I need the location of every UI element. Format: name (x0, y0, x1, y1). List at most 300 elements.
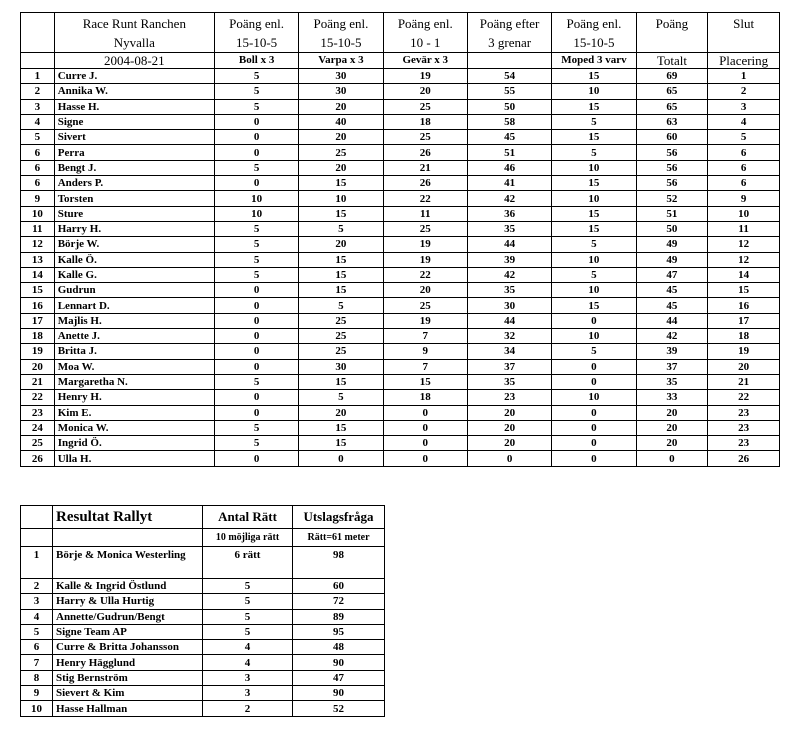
after3-cell: 37 (467, 359, 551, 374)
after3-cell: 39 (467, 252, 551, 267)
table-row (21, 191, 780, 206)
table-row (21, 329, 780, 344)
table-row (21, 176, 780, 191)
boll-cell: 0 (214, 344, 298, 359)
rally-rank-cell: 7 (21, 655, 53, 670)
varpa-cell: 15 (299, 283, 383, 298)
after3-cell: 50 (467, 99, 551, 114)
boll-cell: 5 (214, 160, 298, 175)
total-cell: 69 (636, 69, 708, 84)
rank-header-cell (21, 13, 55, 34)
rally-team-cell: Annette/Gudrun/Bengt (53, 609, 203, 624)
placement-cell: 22 (708, 390, 780, 405)
rank-cell: 13 (21, 252, 55, 267)
boll-cell: 0 (214, 390, 298, 405)
rank-cell: 1 (21, 69, 55, 84)
rank-cell: 16 (21, 298, 55, 313)
name-cell: Henry H. (54, 390, 214, 405)
after3-cell: 58 (467, 114, 551, 129)
varpa-cell: 0 (299, 451, 383, 466)
after3-cell: 35 (467, 221, 551, 236)
placement-cell: 1 (708, 69, 780, 84)
col-sub-moped: Moped 3 varv (552, 53, 636, 69)
col-header-after3-line2: 3 grenar (467, 33, 551, 53)
varpa-cell: 10 (299, 191, 383, 206)
moped-cell: 15 (552, 69, 636, 84)
rank-cell: 18 (21, 329, 55, 344)
placement-cell: 6 (708, 176, 780, 191)
col-sub-boll: Boll x 3 (214, 53, 298, 69)
rally-col-tiebreak: Utslagsfråga (293, 506, 385, 529)
moped-cell: 0 (552, 359, 636, 374)
name-cell: Perra (54, 145, 214, 160)
col-header-moped-line2: 15-10-5 (552, 33, 636, 53)
varpa-cell: 30 (299, 359, 383, 374)
gevar-cell: 25 (383, 221, 467, 236)
after3-cell: 20 (467, 405, 551, 420)
varpa-cell: 15 (299, 420, 383, 435)
rally-subheader-row (21, 529, 385, 547)
rank-cell: 5 (21, 130, 55, 145)
varpa-cell: 15 (299, 206, 383, 221)
moped-cell: 15 (552, 298, 636, 313)
boll-cell: 0 (214, 283, 298, 298)
total-cell: 20 (636, 405, 708, 420)
after3-cell: 42 (467, 267, 551, 282)
gevar-cell: 18 (383, 114, 467, 129)
boll-cell: 5 (214, 252, 298, 267)
table-row (21, 252, 780, 267)
rally-rank-cell: 3 (21, 594, 53, 609)
varpa-cell: 40 (299, 114, 383, 129)
rally-correct-cell: 5 (203, 609, 293, 624)
rally-row (21, 640, 385, 655)
varpa-cell: 20 (299, 405, 383, 420)
boll-cell: 5 (214, 237, 298, 252)
rally-correct-cell: 4 (203, 640, 293, 655)
col-sub-total: Totalt (636, 53, 708, 69)
col-header-after3-line1: Poäng efter (467, 13, 551, 34)
event-location: Nyvalla (54, 33, 214, 53)
placement-cell: 21 (708, 374, 780, 389)
rally-row (21, 655, 385, 670)
table-row (21, 206, 780, 221)
header-row-3 (21, 53, 780, 69)
moped-cell: 0 (552, 313, 636, 328)
header-row-2 (21, 33, 780, 53)
rally-col-correct: Antal Rätt (203, 506, 293, 529)
placement-cell: 4 (708, 114, 780, 129)
name-cell: Gudrun (54, 283, 214, 298)
rally-rank-cell: 4 (21, 609, 53, 624)
total-cell: 35 (636, 374, 708, 389)
placement-cell: 14 (708, 267, 780, 282)
table-row (21, 390, 780, 405)
boll-cell: 0 (214, 130, 298, 145)
gevar-cell: 0 (383, 405, 467, 420)
placement-cell: 16 (708, 298, 780, 313)
total-cell: 33 (636, 390, 708, 405)
moped-cell: 10 (552, 329, 636, 344)
header-row-1 (21, 13, 780, 34)
gevar-cell: 19 (383, 252, 467, 267)
name-cell: Harry H. (54, 221, 214, 236)
col-header-total-line2 (636, 33, 708, 53)
table-row (21, 69, 780, 84)
after3-cell: 32 (467, 329, 551, 344)
after3-cell: 20 (467, 420, 551, 435)
after3-cell: 23 (467, 390, 551, 405)
table-row (21, 313, 780, 328)
col-header-placement-line2 (708, 33, 780, 53)
rank-cell: 21 (21, 374, 55, 389)
rank-cell: 9 (21, 191, 55, 206)
gevar-cell: 20 (383, 283, 467, 298)
rally-correct-cell: 3 (203, 670, 293, 685)
rally-team-cell: Stig Bernström (53, 670, 203, 685)
rank-cell: 12 (21, 237, 55, 252)
gevar-cell: 25 (383, 99, 467, 114)
gevar-cell: 25 (383, 130, 467, 145)
col-header-gevar-line2: 10 - 1 (383, 33, 467, 53)
rank-cell: 23 (21, 405, 55, 420)
rank-cell: 3 (21, 99, 55, 114)
table-row (21, 436, 780, 451)
total-cell: 20 (636, 436, 708, 451)
placement-cell: 20 (708, 359, 780, 374)
name-cell: Kim E. (54, 405, 214, 420)
rally-row (21, 624, 385, 639)
total-cell: 20 (636, 420, 708, 435)
rally-rank-cell: 5 (21, 624, 53, 639)
boll-cell: 0 (214, 298, 298, 313)
rally-correct-cell: 6 rätt (203, 547, 293, 579)
rank-cell: 6 (21, 145, 55, 160)
rally-title: Resultat Rallyt (53, 506, 203, 529)
gevar-cell: 19 (383, 313, 467, 328)
total-cell: 52 (636, 191, 708, 206)
after3-cell: 30 (467, 298, 551, 313)
table-row (21, 374, 780, 389)
boll-cell: 5 (214, 84, 298, 99)
total-cell: 65 (636, 99, 708, 114)
varpa-cell: 15 (299, 267, 383, 282)
rally-team-cell: Harry & Ulla Hurtig (53, 594, 203, 609)
name-cell: Ulla H. (54, 451, 214, 466)
name-cell: Hasse H. (54, 99, 214, 114)
rally-header-row (21, 506, 385, 529)
rally-tiebreak-cell: 52 (293, 701, 385, 716)
col-sub-gevar: Gevär x 3 (383, 53, 467, 69)
moped-cell: 15 (552, 221, 636, 236)
varpa-cell: 25 (299, 313, 383, 328)
after3-cell: 44 (467, 313, 551, 328)
col-sub-placement: Placering (708, 53, 780, 69)
rally-tiebreak-cell: 72 (293, 594, 385, 609)
rally-row (21, 701, 385, 716)
rally-rank-cell: 1 (21, 547, 53, 579)
rally-row (21, 547, 385, 579)
moped-cell: 15 (552, 99, 636, 114)
rank-cell: 6 (21, 176, 55, 191)
rank-cell: 17 (21, 313, 55, 328)
gevar-cell: 0 (383, 420, 467, 435)
after3-cell: 34 (467, 344, 551, 359)
placement-cell: 23 (708, 420, 780, 435)
placement-cell: 15 (708, 283, 780, 298)
rank-cell: 11 (21, 221, 55, 236)
rally-correct-cell: 4 (203, 655, 293, 670)
name-cell: Signe (54, 114, 214, 129)
table-row (21, 84, 780, 99)
varpa-cell: 30 (299, 84, 383, 99)
rally-results-table (20, 505, 385, 717)
rank-cell: 4 (21, 114, 55, 129)
name-cell: Anette J. (54, 329, 214, 344)
rally-sub-correct: 10 möjliga rätt (203, 529, 293, 547)
varpa-cell: 20 (299, 130, 383, 145)
rally-correct-cell: 5 (203, 594, 293, 609)
rally-tiebreak-cell: 90 (293, 686, 385, 701)
rank-cell: 15 (21, 283, 55, 298)
after3-cell: 20 (467, 436, 551, 451)
table-row (21, 145, 780, 160)
boll-cell: 0 (214, 176, 298, 191)
rank-cell: 25 (21, 436, 55, 451)
rally-correct-cell: 5 (203, 624, 293, 639)
gevar-cell: 7 (383, 329, 467, 344)
after3-cell: 36 (467, 206, 551, 221)
moped-cell: 0 (552, 374, 636, 389)
gevar-cell: 19 (383, 69, 467, 84)
col-header-boll-line1: Poäng enl. (214, 13, 298, 34)
name-cell: Kalle Ö. (54, 252, 214, 267)
rally-tiebreak-cell: 60 (293, 579, 385, 594)
total-cell: 63 (636, 114, 708, 129)
rank-cell: 20 (21, 359, 55, 374)
varpa-cell: 5 (299, 298, 383, 313)
moped-cell: 5 (552, 344, 636, 359)
varpa-cell: 25 (299, 344, 383, 359)
placement-cell: 18 (708, 329, 780, 344)
col-header-placement-line1: Slut (708, 13, 780, 34)
boll-cell: 0 (214, 451, 298, 466)
rank-cell: 14 (21, 267, 55, 282)
name-cell: Lennart D. (54, 298, 214, 313)
gevar-cell: 0 (383, 436, 467, 451)
col-header-varpa-line2: 15-10-5 (299, 33, 383, 53)
total-cell: 37 (636, 359, 708, 374)
table-row (21, 420, 780, 435)
rally-tiebreak-cell: 98 (293, 547, 385, 579)
table-row (21, 267, 780, 282)
col-header-gevar-line1: Poäng enl. (383, 13, 467, 34)
table-row (21, 130, 780, 145)
moped-cell: 10 (552, 252, 636, 267)
rally-sub-tiebreak: Rätt=61 meter (293, 529, 385, 547)
boll-cell: 5 (214, 267, 298, 282)
gevar-cell: 15 (383, 374, 467, 389)
varpa-cell: 25 (299, 329, 383, 344)
rally-tiebreak-cell: 48 (293, 640, 385, 655)
rally-tiebreak-cell: 90 (293, 655, 385, 670)
boll-cell: 0 (214, 313, 298, 328)
moped-cell: 15 (552, 176, 636, 191)
moped-cell: 5 (552, 114, 636, 129)
placement-cell: 10 (708, 206, 780, 221)
placement-cell: 23 (708, 405, 780, 420)
table-row (21, 160, 780, 175)
rally-correct-cell: 2 (203, 701, 293, 716)
name-cell: Moa W. (54, 359, 214, 374)
after3-cell: 55 (467, 84, 551, 99)
table-row (21, 298, 780, 313)
event-title: Race Runt Ranchen (54, 13, 214, 34)
total-cell: 0 (636, 451, 708, 466)
rally-tiebreak-cell: 47 (293, 670, 385, 685)
name-cell: Kalle G. (54, 267, 214, 282)
varpa-cell: 15 (299, 374, 383, 389)
col-header-varpa-line1: Poäng enl. (299, 13, 383, 34)
col-sub-varpa: Varpa x 3 (299, 53, 383, 69)
rank-cell: 26 (21, 451, 55, 466)
rank-cell: 2 (21, 84, 55, 99)
boll-cell: 5 (214, 374, 298, 389)
gevar-cell: 22 (383, 267, 467, 282)
total-cell: 56 (636, 145, 708, 160)
col-header-boll-line2: 15-10-5 (214, 33, 298, 53)
total-cell: 39 (636, 344, 708, 359)
placement-cell: 11 (708, 221, 780, 236)
rally-rank-cell: 9 (21, 686, 53, 701)
after3-cell: 46 (467, 160, 551, 175)
varpa-cell: 15 (299, 436, 383, 451)
boll-cell: 10 (214, 206, 298, 221)
placement-cell: 26 (708, 451, 780, 466)
after3-cell: 35 (467, 374, 551, 389)
name-cell: Britta J. (54, 344, 214, 359)
gevar-cell: 18 (383, 390, 467, 405)
rally-correct-cell: 5 (203, 579, 293, 594)
boll-cell: 0 (214, 405, 298, 420)
rally-team-cell: Kalle & Ingrid Östlund (53, 579, 203, 594)
rally-rank-cell: 8 (21, 670, 53, 685)
total-cell: 50 (636, 221, 708, 236)
varpa-cell: 20 (299, 237, 383, 252)
name-cell: Bengt J. (54, 160, 214, 175)
moped-cell: 5 (552, 237, 636, 252)
boll-cell: 0 (214, 145, 298, 160)
table-row (21, 344, 780, 359)
boll-cell: 0 (214, 114, 298, 129)
rally-row (21, 609, 385, 624)
after3-cell: 35 (467, 283, 551, 298)
rally-team-cell: Hasse Hallman (53, 701, 203, 716)
table-row (21, 359, 780, 374)
table-row (21, 114, 780, 129)
total-cell: 60 (636, 130, 708, 145)
gevar-cell: 26 (383, 176, 467, 191)
boll-cell: 10 (214, 191, 298, 206)
total-cell: 45 (636, 283, 708, 298)
total-cell: 47 (636, 267, 708, 282)
total-cell: 56 (636, 160, 708, 175)
gevar-cell: 25 (383, 298, 467, 313)
name-cell: Monica W. (54, 420, 214, 435)
gevar-cell: 19 (383, 237, 467, 252)
rally-team-cell: Signe Team AP (53, 624, 203, 639)
table-row (21, 221, 780, 236)
varpa-cell: 15 (299, 176, 383, 191)
moped-cell: 15 (552, 130, 636, 145)
total-cell: 49 (636, 252, 708, 267)
rally-correct-cell: 3 (203, 686, 293, 701)
moped-cell: 5 (552, 145, 636, 160)
rally-row (21, 579, 385, 594)
moped-cell: 10 (552, 390, 636, 405)
varpa-cell: 5 (299, 221, 383, 236)
rally-row (21, 594, 385, 609)
rally-team-cell: Börje & Monica Westerling (53, 547, 203, 579)
moped-cell: 0 (552, 405, 636, 420)
table-row (21, 405, 780, 420)
placement-cell: 3 (708, 99, 780, 114)
boll-cell: 0 (214, 329, 298, 344)
rally-rank-cell: 2 (21, 579, 53, 594)
after3-cell: 0 (467, 451, 551, 466)
varpa-cell: 5 (299, 390, 383, 405)
after3-cell: 54 (467, 69, 551, 84)
gevar-cell: 9 (383, 344, 467, 359)
after3-cell: 45 (467, 130, 551, 145)
total-cell: 42 (636, 329, 708, 344)
name-cell: Anders P. (54, 176, 214, 191)
after3-cell: 44 (467, 237, 551, 252)
name-cell: Börje W. (54, 237, 214, 252)
gevar-cell: 26 (383, 145, 467, 160)
rally-team-cell: Curre & Britta Johansson (53, 640, 203, 655)
gevar-cell: 0 (383, 451, 467, 466)
placement-cell: 5 (708, 130, 780, 145)
results-table (20, 12, 780, 467)
rally-rank-cell: 10 (21, 701, 53, 716)
rank-cell: 22 (21, 390, 55, 405)
moped-cell: 5 (552, 267, 636, 282)
rally-tiebreak-cell: 89 (293, 609, 385, 624)
total-cell: 65 (636, 84, 708, 99)
name-cell: Ingrid Ö. (54, 436, 214, 451)
name-cell: Majlis H. (54, 313, 214, 328)
moped-cell: 0 (552, 451, 636, 466)
gevar-cell: 11 (383, 206, 467, 221)
table-row (21, 283, 780, 298)
varpa-cell: 20 (299, 99, 383, 114)
total-cell: 44 (636, 313, 708, 328)
moped-cell: 10 (552, 160, 636, 175)
varpa-cell: 30 (299, 69, 383, 84)
varpa-cell: 15 (299, 252, 383, 267)
col-header-moped-line1: Poäng enl. (552, 13, 636, 34)
after3-cell: 42 (467, 191, 551, 206)
rally-rank-cell: 6 (21, 640, 53, 655)
rank-cell: 6 (21, 160, 55, 175)
event-date: 2004-08-21 (54, 53, 214, 69)
moped-cell: 10 (552, 84, 636, 99)
gevar-cell: 7 (383, 359, 467, 374)
col-sub-after3 (467, 53, 551, 69)
placement-cell: 17 (708, 313, 780, 328)
boll-cell: 0 (214, 359, 298, 374)
